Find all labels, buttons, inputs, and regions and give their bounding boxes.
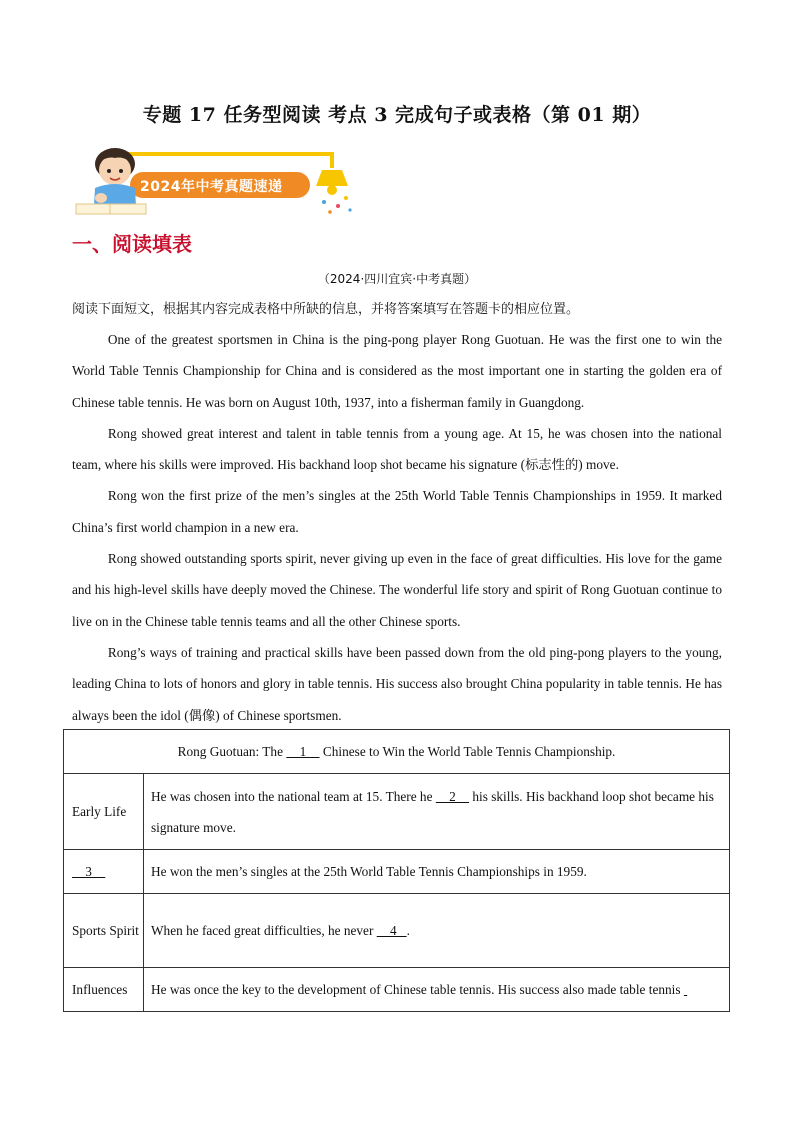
sports-spirit-text-after: . xyxy=(406,923,410,938)
row-content-sports-spirit xyxy=(144,894,730,968)
instruction: 阅读下面短文，根据其内容完成表格中所缺的信息，并将答案填写在答题卡的相应位置。 xyxy=(72,302,580,317)
banner-title: 2024年中考真题速递 xyxy=(140,179,283,195)
paragraph: One of the greatest sportsmen in China is the ping-pong player Rong Guotuan. He was the first one to win the World Table Tennis Championship for China and is considered as the most important one in starting the golden era of Chinese table tennis. He was born on August 10th, 1937, into a fisherman family in Guangdong. xyxy=(72,332,722,410)
row-label-influences: Influences xyxy=(64,968,144,1012)
table-row xyxy=(64,774,730,850)
paragraph: Rong’s ways of training and practical skills have been passed down from the old ping-pong players to the young, leading China to lots of honors and glory in table tennis. His success also brought China popularity in table tennis. He has always been the idol (偶像) of Chinese sportsmen. xyxy=(72,644,722,723)
table-row xyxy=(64,968,730,1012)
table-row xyxy=(64,850,730,894)
row-content-achievement: He won the men’s singles at the 25th World Table Tennis Championships in 1959. xyxy=(144,850,730,894)
row-content-early-life xyxy=(144,774,730,850)
row-label-early-life: Early Life xyxy=(64,774,144,850)
document-title: 专题 17 任务型阅读 考点 3 完成句子或表格（第 01 期） xyxy=(142,104,652,126)
blank-5 xyxy=(684,982,687,997)
paragraph: Rong showed outstanding sports spirit, never giving up even in the face of great difficulties. His love for the game and his high-level skills have deeply moved the Chinese. The wonderful life story and spirit of Rong Guotuan continue to live on in the Chinese table tennis teams and all the other Chinese sports. xyxy=(72,551,722,629)
early-life-text-after: his skills. His backhand loop shot became his signature move. xyxy=(151,788,714,835)
row-label-blank-3 xyxy=(64,850,144,894)
influences-text: He was once the key to the development of Chinese table tennis. His success also made table tennis xyxy=(151,982,681,997)
table-row xyxy=(64,894,730,968)
task-table xyxy=(63,729,730,1012)
table-header xyxy=(64,730,730,774)
paragraph: Rong won the first prize of the men’s singles at the 25th World Table Tennis Championships in 1959. It marked China’s first world champion in a new era. xyxy=(72,488,722,535)
blank-4: 4 xyxy=(376,923,407,938)
header-text-before: Rong Guotuan: The xyxy=(177,743,287,759)
blank-3: 3 xyxy=(72,863,106,879)
blank-2: 2 xyxy=(435,788,470,804)
source-citation: （2024·四川宜宾·中考真题） xyxy=(317,272,477,286)
section-heading: 一、阅读填表 xyxy=(72,232,192,256)
reading-passage xyxy=(72,324,722,731)
paragraph: Rong showed great interest and talent in table tennis from a young age. At 15, he was chosen into the national team, where his skills were improved. His backhand loop shot became his signature (标志性的) move. xyxy=(72,425,722,473)
blank-1: 1 xyxy=(286,743,320,759)
row-label-sports-spirit: Sports Spirit xyxy=(64,894,144,968)
row-content-influences xyxy=(144,968,730,1012)
sports-spirit-text-before: When he faced great difficulties, he never xyxy=(151,923,377,938)
header-text-after: Chinese to Win the World Table Tennis Championship. xyxy=(319,743,616,759)
early-life-text-before: He was chosen into the national team at 15. There he xyxy=(151,788,436,804)
